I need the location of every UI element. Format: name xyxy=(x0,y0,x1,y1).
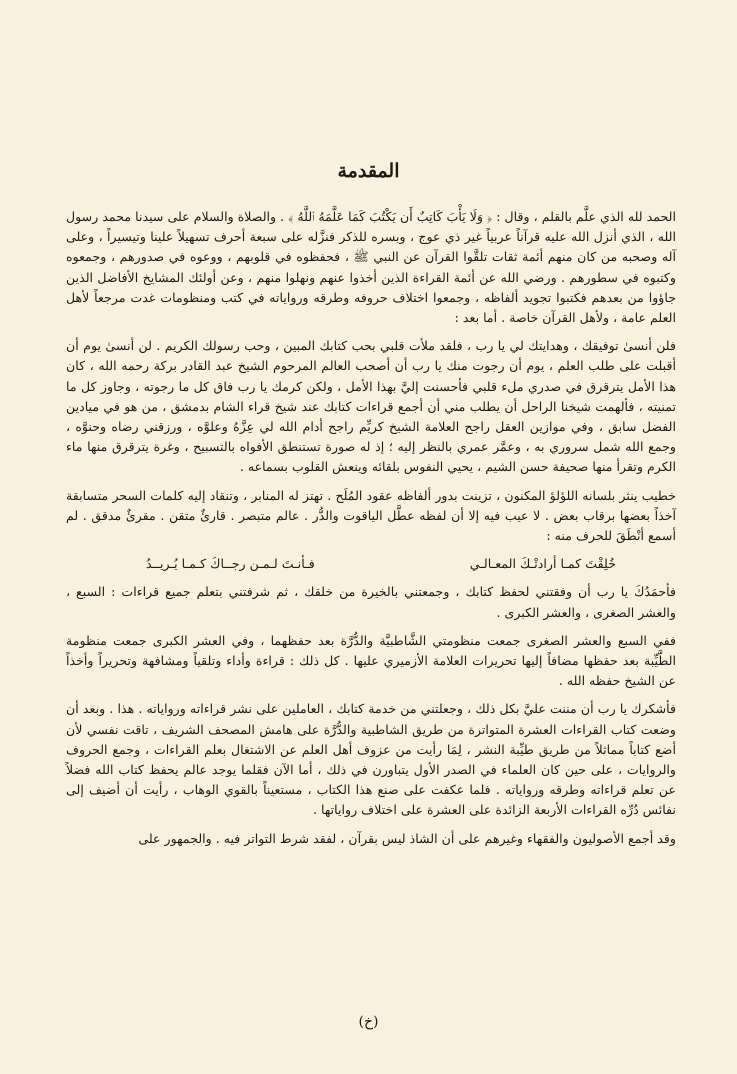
paragraph: خطيب ينثر بلسانه اللؤلؤ المكنون ، تزينت بدور ألفاظه عقود المُلَح . تهتز له المنابر ، وتنقاد إليه كلمات السحر متسابقة آخذاً بعضها برقاب بعض . لا عيب فيه إلا أن لفظه عطَّل الياقوت والدُّر . عالم متبصر . قارئٌ متقن . مقرئٌ مدقق . لم أسمع أنْطَقَ للحرف منه : xyxy=(66,487,676,544)
poem-second-hemistich: فـأنـتَ لـمـن رجــاكَ كـمـا يُـريــدُ xyxy=(146,556,315,572)
poem-first-hemistich: خُلِقْتَ كمـا أرادتْـكَ المعـالـي xyxy=(469,556,616,572)
body-text xyxy=(66,207,676,857)
paragraph: وقد أجمع الأصوليون والفقهاء وغيرهم على أن الشاذ ليس بقرآن ، لفقد شرط التواتر فيه . والجمهور على xyxy=(138,830,676,846)
page-number: (خ) xyxy=(358,1014,379,1030)
paragraph: ففي السبع والعشر الصغرى جمعت منظومتي الشَّاطبيَّة والدُّرَّة بعد حفظهما ، وفي العشر الكبرى جمعت منظومة الطَّيِّبة بعد حفظها مضافاً إليها تحريرات العلامة الأزميري عليها . كل ذلك : قراءة وأداء وتلقياً ومشافهة وتحريراً وأخذاً عن الشيخ حفظه الله . xyxy=(66,632,676,689)
page-title: المقدمة xyxy=(337,160,400,182)
paragraph: فأحمَدُكَ يا رب أن وفقتني لحفظ كتابك ، وجمعتني بالخيرة من خلقك ، ثم شرفتني بتعلم جميع قراءات : السبع ، والعشر الصغرى ، والعشر الكبرى . xyxy=(66,584,676,620)
paragraph: فلن أنسىٰ توفيقك ، وهدايتك لي يا رب ، فلقد ملأت قلبي بحب كتابك المبين ، وحب رسولك الكريم . لن أنسىٰ يوم أن أقبلت على طلب العلم ، يوم أن رجوت منك يا رب أن أصحب العالم المرحوم الشيخ عبد القادر بركة رحمه الله ، كان هذا الأمل يترقرق في صدري ملء قلبي فأحسنت إليَّ بهذا الأمل ، ولكن كرمك يا رب فاق كل ما رجوته ، وجاوز كل ما تمنيته ، فألهمت شيخنا الراحل أن يطلب مني أن أجمع قراءات كتابك عند شيخ قراء الشام بدمشق ، من هو في ميادين الفضل سابق ، وفي موازين العقل راجح العلامة الشيخ كريِّم راجح أدام الله لي عِزَّهُ وعلوَّه ، ورزقني رضاه وحنوَّه ، وجمع الله شمل سروري به ، وعمَّر عمري بالنظر إليه ؛ إذ له صورة تستنطق الأفواه بالتسبيح ، وغرة يترقرق منها ماء الكرم وتقرأ منها صحيفة حسن الشيم ، يحيي النفوس بلقائه وينعش القلوب بسماعه . xyxy=(66,338,676,475)
paragraph: فأشكرك يا رب أن مننت عليَّ بكل ذلك ، وجعلتني من خدمة كتابك ، العاملين على نشر قراءاته ورواياته . هذا . وبعد أن وضعت كتاب القراءات العشرة المتواترة من طريق الشاطبية والدُّرَّة على هامش المصحف الشريف ، تاقت نفسي لأن أضع كتاباً مماثلاً من طريق طيِّبة النشر ، لِمَا رأيت من عزوف أهل العلم عن الاشتغال بعلم القراءات ، وجمع الحروف والروايات ، على حين كان العلماء في الصدر الأول يتباورن في ذلك ، أما الآن فقلما يوجد عالم يحفظ كتاب الله فضلاً عن تعلم قراءاته وطرقه ورواياته . فلما عكفت على صنع هذا الكتاب ، مستعيناً بالقوي الوهاب ، رأيت أن أضيف إلى نفائس دُرِّه القراءات الأربعة الزائدة على العشرة على اختلاف رواياتها . xyxy=(66,701,676,818)
paragraph: الحمد لله الذي علَّم بالقلم ، وقال : ﴿ وَلَا يَأْبَ كَاتِبٌ أَن يَكْتُبَ كَمَا عَلَّمَهُ ٱللَّهُ ﴾ . والصلاة والسلام على سيدنا محمد رسول الله ، الذي أنزل الله عليه قرآناً عربياً غير ذي عوج ، وبسره للذكر فنزَّله على سبعة أحرف تسهيلاً علينا وتيسيراً ، وعلى آله وصحبه من كان منهم أئمة ثقات تلقَّوا القرآن عن النبي ﷺ ، فحفظوه في قلوبهم ، ووعوه في صدورهم ، وجمعوه وكتبوه في سطورهم . ورضي الله عن أئمة القراءة الذين أخذوا عنهم ونهلوا منهم ، وعن أولئك المشايخ الأفاضل الذين جاؤوا من بعدهم فكتبوا تجويد ألفاظه ، وجمعوا اختلاف حروفه وطرقه ورواياته في كتب ومنظومات غدت مرجعاً لأهل العلم عامة ، ولأهل القرآن خاصة . أما بعد : xyxy=(66,209,676,326)
poem-verse xyxy=(66,554,676,574)
